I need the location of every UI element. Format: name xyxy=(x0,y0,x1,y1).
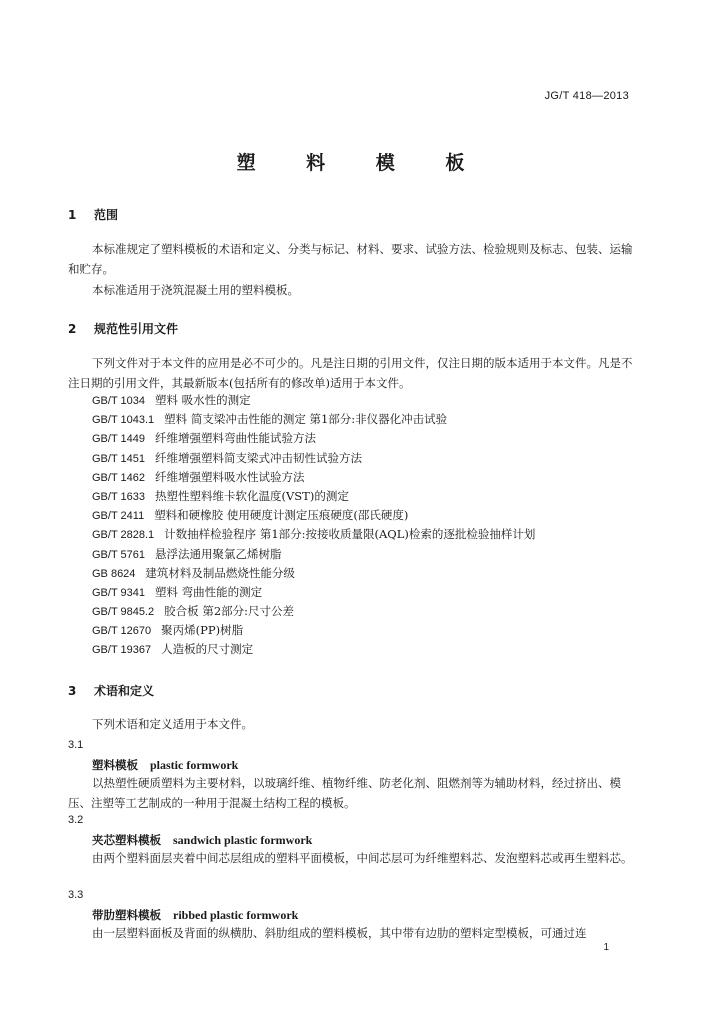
reference-code: GB/T 1043.1 xyxy=(92,414,155,427)
reference-title: 纤维增强塑料弯曲性能试验方法 xyxy=(155,431,316,446)
reference-item xyxy=(92,449,535,468)
reference-title: 塑料 弯曲性能的测定 xyxy=(155,584,263,599)
reference-code: GB/T 2411 xyxy=(92,510,145,523)
term-heading xyxy=(92,832,312,848)
section-title: 术语和定义 xyxy=(94,684,155,698)
reference-code: GB/T 1633 xyxy=(92,490,145,503)
reference-title: 建筑材料及制品燃烧性能分级 xyxy=(145,565,295,580)
reference-item xyxy=(92,429,535,448)
section-title: 规范性引用文件 xyxy=(94,322,179,336)
section-title: 范围 xyxy=(94,208,119,222)
reference-title: 塑料 简支梁冲击性能的测定 第1部分:非仪器化冲击试验 xyxy=(164,412,448,427)
reference-title: 热塑性塑料维卡软化温度(VST)的测定 xyxy=(155,488,349,503)
reference-code: GB/T 1462 xyxy=(92,471,145,484)
term-english: plastic formwork xyxy=(150,758,239,772)
section-number: 3 xyxy=(68,684,77,698)
scope-paragraph-1: 本标准规定了塑料模板的术语和定义、分类与标记、材料、要求、试验方法、检验规则及标志、包装、运输和贮存。 xyxy=(68,242,633,276)
reference-code: GB/T 1451 xyxy=(92,452,145,465)
standard-code: JG/T 418—2013 xyxy=(544,90,629,102)
term-english: ribbed plastic formwork xyxy=(173,908,299,922)
reference-title: 纤维增强塑料简支梁式冲击韧性试验方法 xyxy=(155,450,362,465)
reference-code: GB/T 9845.2 xyxy=(92,606,155,619)
reference-item xyxy=(92,602,535,621)
term-english: sandwich plastic formwork xyxy=(173,833,313,847)
reference-code: GB/T 1034 xyxy=(92,395,145,407)
term-chinese: 夹芯塑料模板 xyxy=(92,833,161,847)
reference-code: GB 8624 xyxy=(92,567,136,580)
reference-title: 人造板的尺寸测定 xyxy=(161,642,254,657)
page-number: 1 xyxy=(603,942,609,953)
reference-code: GB/T 2828.1 xyxy=(92,529,155,542)
term-number: 3.3 xyxy=(68,889,84,901)
term-heading xyxy=(92,907,298,923)
reference-title: 悬浮法通用聚氯乙烯树脂 xyxy=(155,546,282,561)
reference-code: GB/T 5761 xyxy=(92,548,145,561)
terms-intro-paragraph: 下列术语和定义适用于本文件。 xyxy=(92,717,253,731)
reference-title: 纤维增强塑料吸水性试验方法 xyxy=(155,469,305,484)
reference-item xyxy=(92,468,535,487)
scope-paragraph-2: 本标准适用于浇筑混凝土用的塑料模板。 xyxy=(92,283,299,297)
section-heading-scope xyxy=(68,206,118,223)
reference-item xyxy=(92,583,535,602)
section-heading-normative-references xyxy=(68,320,178,337)
reference-title: 计数抽样检验程序 第1部分:按接收质量限(AQL)检索的逐批检验抽样计划 xyxy=(164,527,536,542)
term-chinese: 带肋塑料模板 xyxy=(92,908,161,922)
document-title: 塑 料 模 板 xyxy=(236,152,487,174)
reference-item xyxy=(92,410,535,429)
reference-code: GB/T 9341 xyxy=(92,586,145,599)
term-number: 3.2 xyxy=(68,814,84,826)
reference-item xyxy=(92,640,535,659)
term-definition: 以热塑性硬质塑料为主要材料，以玻璃纤维、植物纤维、防老化剂、阻燃剂等为辅助材料，经过挤出、模压、注塑等工艺制成的一种用于混凝土结构工程的模板。 xyxy=(68,776,621,810)
reference-item xyxy=(92,525,535,544)
reference-item xyxy=(92,487,535,506)
reference-item xyxy=(92,545,535,564)
term-definition: 由一层塑料面板及背面的纵横肋、斜肋组成的塑料模板，其中带有边肋的塑料定型模板，可通过连 xyxy=(92,926,587,940)
reference-title: 塑料和硬橡胶 使用硬度计测定压痕硬度(邵氏硬度) xyxy=(154,508,409,523)
reference-item xyxy=(92,391,535,410)
reference-code: GB/T 1449 xyxy=(92,433,145,446)
reference-item xyxy=(92,564,535,583)
term-number: 3.1 xyxy=(68,739,84,751)
reference-title: 胶合板 第2部分:尺寸公差 xyxy=(164,604,295,619)
reference-title: 塑料 吸水性的测定 xyxy=(155,393,251,407)
term-definition: 由两个塑料面层夹着中间芯层组成的塑料平面模板，中间芯层可为纤维塑料芯、发泡塑料芯或再生塑料芯。 xyxy=(92,851,633,865)
term-heading xyxy=(92,757,238,773)
normative-intro-paragraph: 下列文件对于本文件的应用是必不可少的。凡是注日期的引用文件，仅注日期的版本适用于本文件。凡是不注日期的引用文件，其最新版本(包括所有的修改单)适用于本文件。 xyxy=(68,356,633,390)
reference-title: 聚丙烯(PP)树脂 xyxy=(161,623,244,638)
reference-item xyxy=(92,621,535,640)
reference-code: GB/T 19367 xyxy=(92,644,152,657)
section-heading-terms-definitions xyxy=(68,682,154,699)
term-chinese: 塑料模板 xyxy=(92,758,138,772)
reference-item xyxy=(92,506,535,525)
reference-list xyxy=(92,391,535,660)
reference-code: GB/T 12670 xyxy=(92,625,152,638)
section-number: 1 xyxy=(68,208,77,222)
section-number: 2 xyxy=(68,322,77,336)
